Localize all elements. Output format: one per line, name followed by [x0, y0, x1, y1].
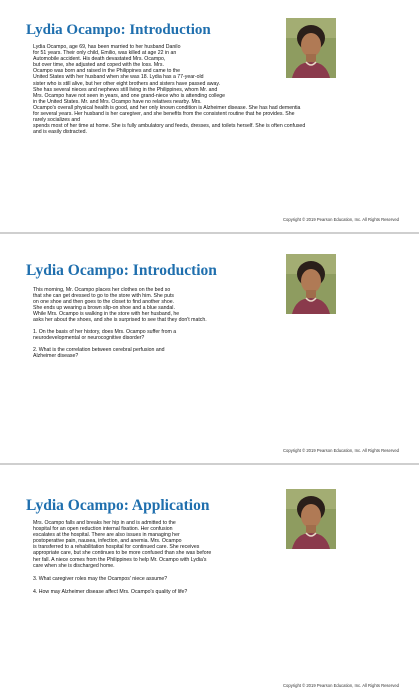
- question-4: 4. How may Alzheimer disease affect Mrs. Ocampo's quality of life?: [33, 589, 188, 595]
- slide-3: [0, 465, 419, 700]
- question-3: 3. What caregiver roles may the Ocampos' niece assume?: [33, 576, 168, 582]
- slide-2: [0, 234, 419, 463]
- slide-title: Lydia Ocampo: Introduction: [26, 22, 211, 38]
- copyright-text: Copyright © 2019 Pearson Education, Inc. All Rights Reserved: [283, 448, 399, 453]
- slide-title: Lydia Ocampo: Introduction: [26, 262, 217, 279]
- copyright-text: Copyright © 2019 Pearson Education, Inc. All Rights Reserved: [283, 217, 399, 222]
- slide-1: [0, 0, 419, 232]
- question-2: 2. What is the correlation between cerebral perfusion and Alzheimer disease?: [33, 347, 165, 360]
- slide-body-text: This morning, Mr. Ocampo places her clothes on the bed so that she can get dressed to go to the store with him. She puts on one shoe and then goes to the closet to find another shoe. She ends up wearing a brown slip-on shoe and a blue sandal. While Mrs. Ocampo is walking in the store with her husband, he asks her about the shoes, and she is surprised to see that they don't match.: [33, 287, 207, 324]
- slide-title: Lydia Ocampo: Application: [26, 497, 210, 514]
- patient-photo: [286, 18, 336, 78]
- copyright-text: Copyright © 2019 Pearson Education, Inc. All Rights Reserved: [283, 683, 399, 688]
- patient-photo: [286, 489, 336, 549]
- patient-photo: [286, 254, 336, 314]
- question-1: 1. On the basis of her history, does Mrs. Ocampo suffer from a neurodevelopmental or neurocognitive disorder?: [33, 329, 177, 342]
- slide-body-text: Lydia Ocampo, age 69, has been married to her husband Danilo for 51 years. Their only child, Emilio, was killed at age 22 in an Automobile accident. His death devastated Mrs. Ocampo, but over time, she adjusted and coped with the loss. Mrs. Ocampo was born and raised in the Philippines and came to the United States with her husband when she was 18. Lydia has a 77-year-old sister who is still alive, but her other eight brothers and sisters have passed away. She has several nieces and nephews still living in the Philippines, whom Mr. and Mrs. Ocampo have not seen in years, and one grand-niece who is attending college in the United States. Mr. and Mrs. Ocampo have no relatives nearby. Mrs. Ocampo's overall physical health is good, and her only known condition is Alzheimer disease. She has had dementia for several years. Her husband is her caregiver, and she benefits from the consistent routine that he provides. She rarely socializes and spends most of her time at home. She is fully ambulatory and feeds, dresses, and toilets herself. She is often confused and is easily distracted.: [33, 44, 306, 136]
- slide-body-text: Mrs. Ocampo falls and breaks her hip in and is admitted to the hospital for an open reduction internal fixation. Her confusion escalates at the hospital. There are also issues in managing her postoperative pain, nausea, infection, and anemia. Mrs. Ocampo is transferred to a rehabilitation hospital for continued care. She receives appropriate care, but she continues to be more confused than she was before her fall. A niece comes from the Philippines to help Mr. Ocampo with Lydia's care when she is discharged home.: [33, 520, 212, 569]
